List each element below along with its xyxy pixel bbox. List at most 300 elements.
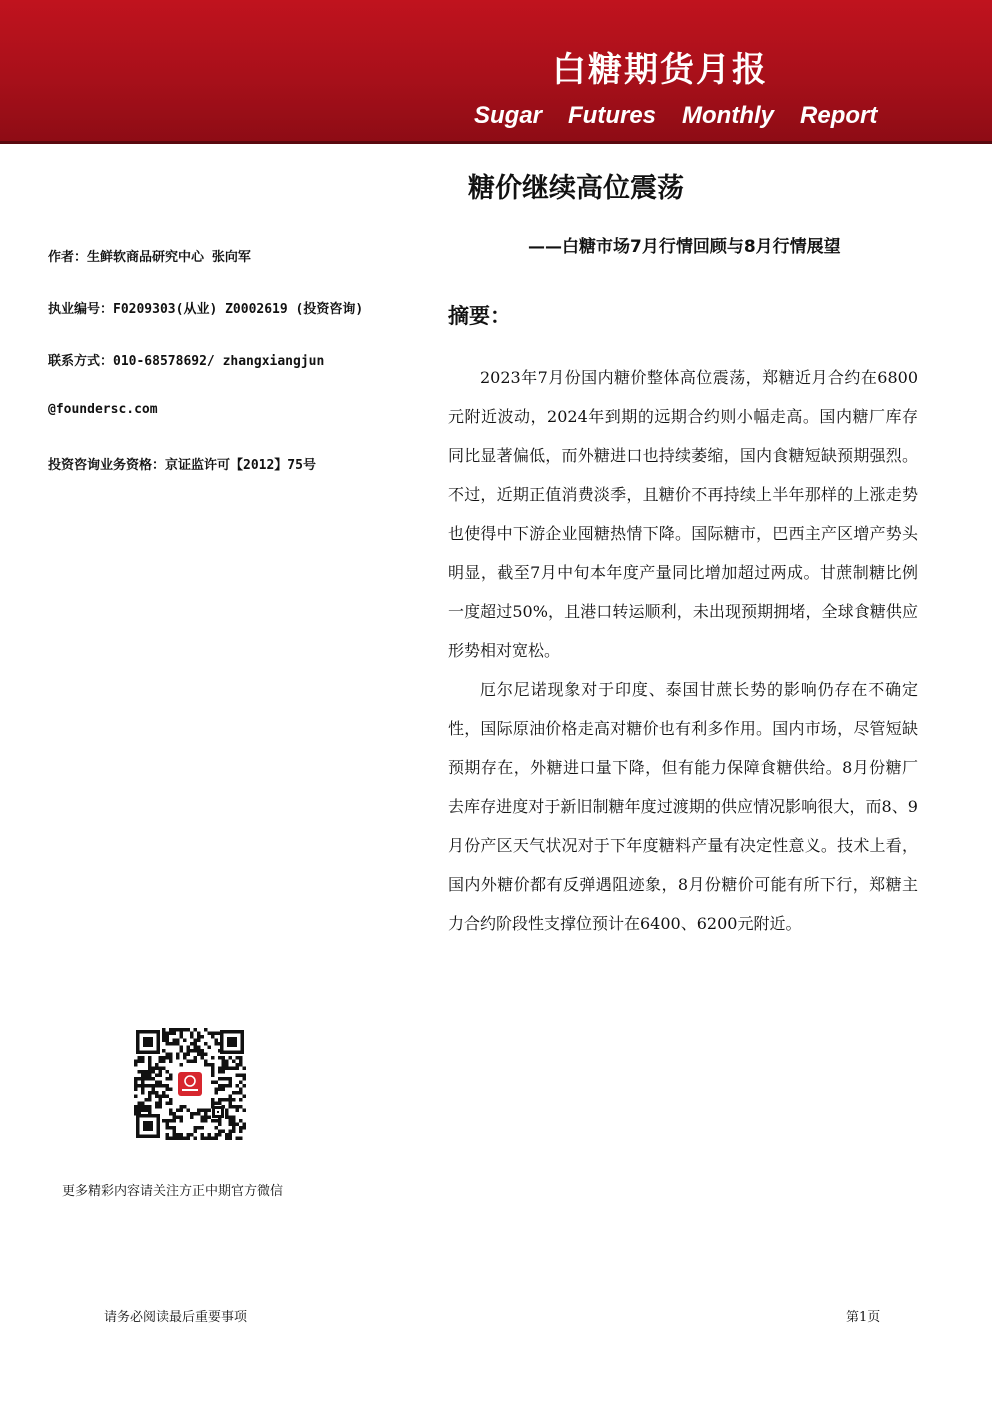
qr-module bbox=[155, 1084, 159, 1088]
qr-module bbox=[222, 1098, 226, 1102]
qr-module bbox=[194, 1112, 198, 1116]
qr-module bbox=[166, 1133, 170, 1137]
qr-module bbox=[236, 1074, 240, 1078]
qr-module bbox=[211, 1119, 215, 1123]
qr-module bbox=[183, 1053, 187, 1057]
qr-module bbox=[239, 1091, 243, 1095]
qr-module bbox=[243, 1067, 247, 1071]
qr-module bbox=[176, 1053, 180, 1057]
qr-module bbox=[166, 1123, 170, 1127]
report-series-title-en bbox=[474, 102, 903, 130]
qr-module bbox=[169, 1109, 173, 1113]
qr-module bbox=[138, 1084, 142, 1088]
qr-module bbox=[169, 1028, 173, 1032]
qr-module bbox=[162, 1039, 166, 1043]
contact-line: 联系方式：010-68578692/ zhangxiangjun bbox=[48, 354, 325, 369]
qr-module bbox=[173, 1028, 177, 1032]
qr-module bbox=[211, 1137, 215, 1141]
qr-module bbox=[141, 1102, 145, 1106]
qr-module bbox=[141, 1088, 145, 1092]
qr-module bbox=[187, 1028, 191, 1032]
qr-module bbox=[236, 1056, 240, 1060]
report-series-title: 白糖期货月报 bbox=[552, 50, 768, 90]
qr-module bbox=[162, 1049, 166, 1053]
qr-module bbox=[236, 1105, 240, 1109]
qr-module bbox=[197, 1109, 201, 1113]
qr-module bbox=[218, 1084, 222, 1088]
qr-module bbox=[169, 1126, 173, 1130]
qr-module bbox=[229, 1095, 233, 1099]
qr-module bbox=[222, 1067, 226, 1071]
qr-module bbox=[201, 1137, 205, 1141]
report-title: 糖价继续高位震荡 bbox=[468, 173, 684, 204]
qr-module bbox=[180, 1137, 184, 1141]
qr-module bbox=[208, 1032, 212, 1036]
qr-module bbox=[194, 1028, 198, 1032]
qr-module bbox=[187, 1133, 191, 1137]
qr-module bbox=[169, 1060, 173, 1064]
qr-module bbox=[155, 1074, 159, 1078]
qr-module bbox=[218, 1077, 222, 1081]
qr-module bbox=[173, 1130, 177, 1134]
qr-module bbox=[232, 1091, 236, 1095]
qr-module bbox=[225, 1063, 229, 1067]
qr-module bbox=[159, 1070, 163, 1074]
qr-module bbox=[183, 1028, 187, 1032]
qr-module bbox=[134, 1084, 138, 1088]
abstract-paragraph: 2023年7月份国内糖价整体高位震荡，郑糖近月合约在6800元附近波动，2024年到期的远期合约则小幅走高。国内糖厂库存同比显著偏低，而外糖进口也持续萎缩，国内食糖短缺预期强烈。不过，近期正值消费淡季，且糖价不再持续上半年那样的上涨走势也使得中下游企业囤糖热情下降。国际糖市，巴西主产区增产势头明显，截至7月中旬本年度产量同比增加超过两成。甘蔗制糖比例一度超过50%，且港口转运顺利，未出现预期拥堵，全球食糖供应形势相对宽松。 bbox=[448, 368, 918, 660]
qr-module bbox=[173, 1126, 177, 1130]
qr-module bbox=[243, 1077, 247, 1081]
qr-module bbox=[187, 1137, 191, 1141]
qr-module bbox=[211, 1067, 215, 1071]
qr-module bbox=[169, 1112, 173, 1116]
qr-module bbox=[148, 1056, 152, 1060]
qr-module bbox=[208, 1109, 212, 1113]
page-number: 第1页 bbox=[846, 1310, 881, 1325]
qr-module bbox=[169, 1098, 173, 1102]
qr-module bbox=[162, 1091, 166, 1095]
qr-module bbox=[145, 1077, 149, 1081]
qr-module bbox=[204, 1053, 208, 1057]
qr-module bbox=[169, 1042, 173, 1046]
qr-module bbox=[211, 1063, 215, 1067]
qr-module bbox=[194, 1137, 198, 1141]
abstract-paragraph: 厄尔尼诺现象对于印度、泰国甘蔗长势的影响仍存在不确定性，国际原油价格走高对糖价也有利多作用。国内市场，尽管短缺预期存在，外糖进口量下降，但有能力保障食糖供给。8月份糖厂去库存进度对于新旧制糖年度过渡期的供应情况影响很大，而8、9月份产区天气状况对于下年度糖料产量有决定性意义。技术上看，国内外糖价都有反弹遇阻迹象，8月份糖价可能有所下行，郑糖主力合约阶段性支撑位预计在6400、6200元附近。 bbox=[448, 680, 918, 933]
qr-module bbox=[166, 1056, 170, 1060]
qr-module bbox=[218, 1056, 222, 1060]
qr-module bbox=[229, 1102, 233, 1106]
qr-module bbox=[180, 1046, 184, 1050]
qr-module bbox=[155, 1095, 159, 1099]
qr-module bbox=[162, 1028, 166, 1032]
qr-module bbox=[166, 1035, 170, 1039]
qr-module bbox=[166, 1053, 170, 1057]
qr-module bbox=[211, 1035, 215, 1039]
qr-module bbox=[134, 1109, 138, 1113]
qr-module bbox=[180, 1119, 184, 1123]
qr-module bbox=[211, 1098, 215, 1102]
qr-module bbox=[239, 1088, 243, 1092]
qr-module bbox=[176, 1056, 180, 1060]
qr-module bbox=[197, 1049, 201, 1053]
qr-module bbox=[232, 1105, 236, 1109]
qr-module bbox=[204, 1137, 208, 1141]
qr-module bbox=[215, 1088, 219, 1092]
qr-module bbox=[166, 1077, 170, 1081]
qr-module bbox=[239, 1060, 243, 1064]
qr-module bbox=[211, 1032, 215, 1036]
qr-module bbox=[201, 1126, 205, 1130]
qr-module bbox=[201, 1035, 205, 1039]
qr-module bbox=[159, 1074, 163, 1078]
qr-module bbox=[141, 1070, 145, 1074]
qr-module bbox=[239, 1119, 243, 1123]
qr-module bbox=[236, 1123, 240, 1127]
qr-module bbox=[159, 1102, 163, 1106]
qr-module bbox=[134, 1081, 138, 1085]
qr-module bbox=[218, 1102, 222, 1106]
qr-module bbox=[243, 1074, 247, 1078]
qr-module bbox=[215, 1032, 219, 1036]
qr-module bbox=[229, 1116, 233, 1120]
qr-module bbox=[197, 1032, 201, 1036]
qr-module bbox=[180, 1133, 184, 1137]
qr-module bbox=[225, 1098, 229, 1102]
qr-module bbox=[155, 1105, 159, 1109]
qr-module bbox=[162, 1095, 166, 1099]
qr-module bbox=[229, 1123, 233, 1127]
qr-module bbox=[162, 1119, 166, 1123]
qr-module bbox=[197, 1053, 201, 1057]
qr-module bbox=[183, 1105, 187, 1109]
qr-module bbox=[152, 1067, 156, 1071]
qr-module bbox=[194, 1049, 198, 1053]
qr-module bbox=[180, 1063, 184, 1067]
qr-module bbox=[138, 1105, 142, 1109]
qr-module bbox=[148, 1060, 152, 1064]
title-en-word: Report bbox=[800, 102, 878, 129]
qr-module bbox=[222, 1060, 226, 1064]
qr-module bbox=[211, 1056, 215, 1060]
qr-module bbox=[187, 1046, 191, 1050]
qr-module bbox=[173, 1032, 177, 1036]
qr-module bbox=[169, 1077, 173, 1081]
qr-module bbox=[173, 1039, 177, 1043]
qr-module bbox=[243, 1095, 247, 1099]
qr-module bbox=[145, 1105, 149, 1109]
qr-module bbox=[229, 1130, 233, 1134]
qr-module bbox=[141, 1077, 145, 1081]
qr-module bbox=[138, 1077, 142, 1081]
qr-module bbox=[166, 1119, 170, 1123]
qr-module bbox=[225, 1133, 229, 1137]
qr-module bbox=[141, 1084, 145, 1088]
qr-module bbox=[169, 1053, 173, 1057]
qr-module bbox=[169, 1119, 173, 1123]
qr-module bbox=[141, 1105, 145, 1109]
qr-module bbox=[225, 1060, 229, 1064]
qr-module bbox=[159, 1084, 163, 1088]
qr-module bbox=[134, 1060, 138, 1064]
qr-module bbox=[148, 1084, 152, 1088]
qr-module bbox=[180, 1049, 184, 1053]
qr-module bbox=[229, 1077, 233, 1081]
qr-module bbox=[169, 1032, 173, 1036]
qr-module bbox=[166, 1102, 170, 1106]
qr-module bbox=[166, 1095, 170, 1099]
qr-module bbox=[190, 1116, 194, 1120]
qr-module bbox=[166, 1137, 170, 1141]
qr-module bbox=[138, 1102, 142, 1106]
qr-module bbox=[201, 1116, 205, 1120]
qr-module bbox=[187, 1060, 191, 1064]
qr-module bbox=[239, 1063, 243, 1067]
qr-module bbox=[190, 1032, 194, 1036]
qr-module bbox=[222, 1056, 226, 1060]
qr-module bbox=[169, 1088, 173, 1092]
qr-module bbox=[225, 1084, 229, 1088]
qualification-line: 投资咨询业务资格：京证监许可【2012】75号 bbox=[48, 458, 316, 473]
qr-module bbox=[187, 1049, 191, 1053]
qr-module bbox=[159, 1060, 163, 1064]
qr-module bbox=[141, 1091, 145, 1095]
qr-module bbox=[194, 1130, 198, 1134]
license-line: 执业编号：F0209303(从业) Z0002619 (投资咨询) bbox=[48, 302, 364, 317]
qr-module bbox=[166, 1032, 170, 1036]
qr-module bbox=[208, 1116, 212, 1120]
qr-module bbox=[197, 1035, 201, 1039]
qr-module bbox=[166, 1088, 170, 1092]
qr-module bbox=[180, 1028, 184, 1032]
qr-module bbox=[225, 1137, 229, 1141]
qr-module bbox=[180, 1116, 184, 1120]
qr-module bbox=[148, 1077, 152, 1081]
qr-module bbox=[155, 1081, 159, 1085]
qr-module bbox=[141, 1060, 145, 1064]
qr-module bbox=[239, 1137, 243, 1141]
qr-module bbox=[232, 1119, 236, 1123]
qr-module bbox=[201, 1049, 205, 1053]
qr-module bbox=[134, 1063, 138, 1067]
qr-module bbox=[148, 1095, 152, 1099]
qr-caption: 更多精彩内容请关注方正中期官方微信 bbox=[62, 1184, 284, 1199]
qr-module bbox=[148, 1070, 152, 1074]
qr-module bbox=[159, 1067, 163, 1071]
qr-module bbox=[141, 1109, 145, 1113]
qr-module bbox=[229, 1067, 233, 1071]
qr-module bbox=[176, 1116, 180, 1120]
qr-code-icon bbox=[134, 1028, 246, 1140]
qr-module bbox=[190, 1035, 194, 1039]
qr-module bbox=[225, 1077, 229, 1081]
qr-module bbox=[211, 1102, 215, 1106]
qr-module bbox=[162, 1067, 166, 1071]
qr-module bbox=[208, 1137, 212, 1141]
qr-module bbox=[166, 1084, 170, 1088]
qr-module bbox=[215, 1042, 219, 1046]
qr-module bbox=[222, 1063, 226, 1067]
qr-module bbox=[208, 1046, 212, 1050]
qr-module bbox=[232, 1116, 236, 1120]
qr-module bbox=[243, 1109, 247, 1113]
qr-module bbox=[201, 1133, 205, 1137]
qr-module bbox=[194, 1039, 198, 1043]
qr-module bbox=[218, 1119, 222, 1123]
qr-module bbox=[159, 1095, 163, 1099]
qr-module bbox=[141, 1056, 145, 1060]
qr-module bbox=[159, 1098, 163, 1102]
abstract-heading: 摘要： bbox=[448, 304, 511, 328]
qr-module bbox=[218, 1070, 222, 1074]
qr-module bbox=[239, 1105, 243, 1109]
qr-module bbox=[222, 1130, 226, 1134]
qr-module bbox=[211, 1070, 215, 1074]
title-en-word: Futures bbox=[568, 102, 657, 129]
qr-module bbox=[204, 1060, 208, 1064]
qr-module bbox=[166, 1042, 170, 1046]
qr-module bbox=[194, 1046, 198, 1050]
qr-module bbox=[215, 1119, 219, 1123]
qr-module bbox=[190, 1049, 194, 1053]
qr-module bbox=[152, 1084, 156, 1088]
qr-module bbox=[145, 1084, 149, 1088]
qr-module bbox=[162, 1056, 166, 1060]
qr-module bbox=[176, 1039, 180, 1043]
qr-module bbox=[138, 1056, 142, 1060]
qr-module bbox=[148, 1074, 152, 1078]
qr-module bbox=[239, 1130, 243, 1134]
title-en-word: Sugar bbox=[474, 102, 543, 129]
qr-module bbox=[204, 1116, 208, 1120]
qr-module bbox=[148, 1063, 152, 1067]
qr-module bbox=[243, 1123, 247, 1127]
qr-module bbox=[229, 1056, 233, 1060]
qr-module bbox=[218, 1123, 222, 1127]
qr-module bbox=[180, 1109, 184, 1113]
qr-module bbox=[236, 1063, 240, 1067]
qr-module bbox=[204, 1109, 208, 1113]
qr-module bbox=[173, 1133, 177, 1137]
qr-module bbox=[215, 1091, 219, 1095]
qr-module bbox=[148, 1109, 152, 1113]
qr-module bbox=[215, 1126, 219, 1130]
qr-module bbox=[229, 1098, 233, 1102]
qr-module bbox=[229, 1105, 233, 1109]
qr-module bbox=[134, 1095, 138, 1099]
abstract-body bbox=[448, 358, 918, 943]
qr-module bbox=[162, 1035, 166, 1039]
qr-module bbox=[190, 1042, 194, 1046]
qr-module bbox=[173, 1042, 177, 1046]
qr-module bbox=[225, 1112, 229, 1116]
qr-module bbox=[138, 1109, 142, 1113]
qr-module bbox=[187, 1109, 191, 1113]
qr-module bbox=[169, 1074, 173, 1078]
qr-module bbox=[236, 1137, 240, 1141]
qr-module bbox=[183, 1039, 187, 1043]
qr-module bbox=[148, 1105, 152, 1109]
qr-module bbox=[232, 1130, 236, 1134]
qr-module bbox=[218, 1098, 222, 1102]
qr-module bbox=[152, 1088, 156, 1092]
qr-module bbox=[166, 1070, 170, 1074]
qr-module bbox=[222, 1070, 226, 1074]
qr-module bbox=[201, 1053, 205, 1057]
qr-module bbox=[155, 1067, 159, 1071]
qr-module bbox=[183, 1137, 187, 1141]
qr-module bbox=[169, 1056, 173, 1060]
qr-module bbox=[204, 1063, 208, 1067]
qr-module bbox=[176, 1133, 180, 1137]
qr-module bbox=[148, 1091, 152, 1095]
qr-module bbox=[134, 1105, 138, 1109]
qr-module bbox=[229, 1137, 233, 1141]
qr-module bbox=[204, 1042, 208, 1046]
qr-module bbox=[215, 1081, 219, 1085]
qr-module bbox=[155, 1102, 159, 1106]
qr-module bbox=[169, 1102, 173, 1106]
qr-module bbox=[155, 1091, 159, 1095]
qr-module bbox=[197, 1126, 201, 1130]
qr-module bbox=[218, 1130, 222, 1134]
qr-module bbox=[229, 1133, 233, 1137]
qr-module bbox=[215, 1039, 219, 1043]
qr-module bbox=[183, 1056, 187, 1060]
qr-module bbox=[141, 1074, 145, 1078]
qr-module bbox=[197, 1046, 201, 1050]
qr-module bbox=[145, 1070, 149, 1074]
qr-module bbox=[173, 1112, 177, 1116]
qr-module bbox=[162, 1060, 166, 1064]
qr-module bbox=[204, 1119, 208, 1123]
qr-module bbox=[204, 1028, 208, 1032]
qr-module bbox=[243, 1084, 247, 1088]
qr-module bbox=[194, 1042, 198, 1046]
qr-module bbox=[134, 1077, 138, 1081]
qr-module bbox=[225, 1067, 229, 1071]
qr-module bbox=[239, 1098, 243, 1102]
qr-module bbox=[229, 1119, 233, 1123]
qr-module bbox=[159, 1105, 163, 1109]
qr-module bbox=[148, 1098, 152, 1102]
qr-module bbox=[159, 1081, 163, 1085]
qr-module bbox=[173, 1116, 177, 1120]
qr-module bbox=[141, 1081, 145, 1085]
qr-module bbox=[180, 1105, 184, 1109]
qr-module bbox=[211, 1074, 215, 1078]
qr-module bbox=[194, 1060, 198, 1064]
qr-module bbox=[239, 1056, 243, 1060]
qr-module bbox=[145, 1074, 149, 1078]
qr-module bbox=[197, 1039, 201, 1043]
qr-module bbox=[208, 1063, 212, 1067]
qr-module bbox=[162, 1084, 166, 1088]
qr-module bbox=[190, 1060, 194, 1064]
qr-module bbox=[201, 1109, 205, 1113]
qr-module bbox=[211, 1081, 215, 1085]
qr-module bbox=[225, 1109, 229, 1113]
qr-module bbox=[218, 1133, 222, 1137]
qr-module bbox=[138, 1060, 142, 1064]
qr-module bbox=[176, 1137, 180, 1141]
qr-module bbox=[190, 1112, 194, 1116]
qr-module bbox=[145, 1098, 149, 1102]
report-subtitle: ——白糖市场7月行情回顾与8月行情展望 bbox=[528, 237, 841, 257]
qr-module bbox=[229, 1084, 233, 1088]
qr-module bbox=[173, 1137, 177, 1141]
qr-module bbox=[145, 1109, 149, 1113]
